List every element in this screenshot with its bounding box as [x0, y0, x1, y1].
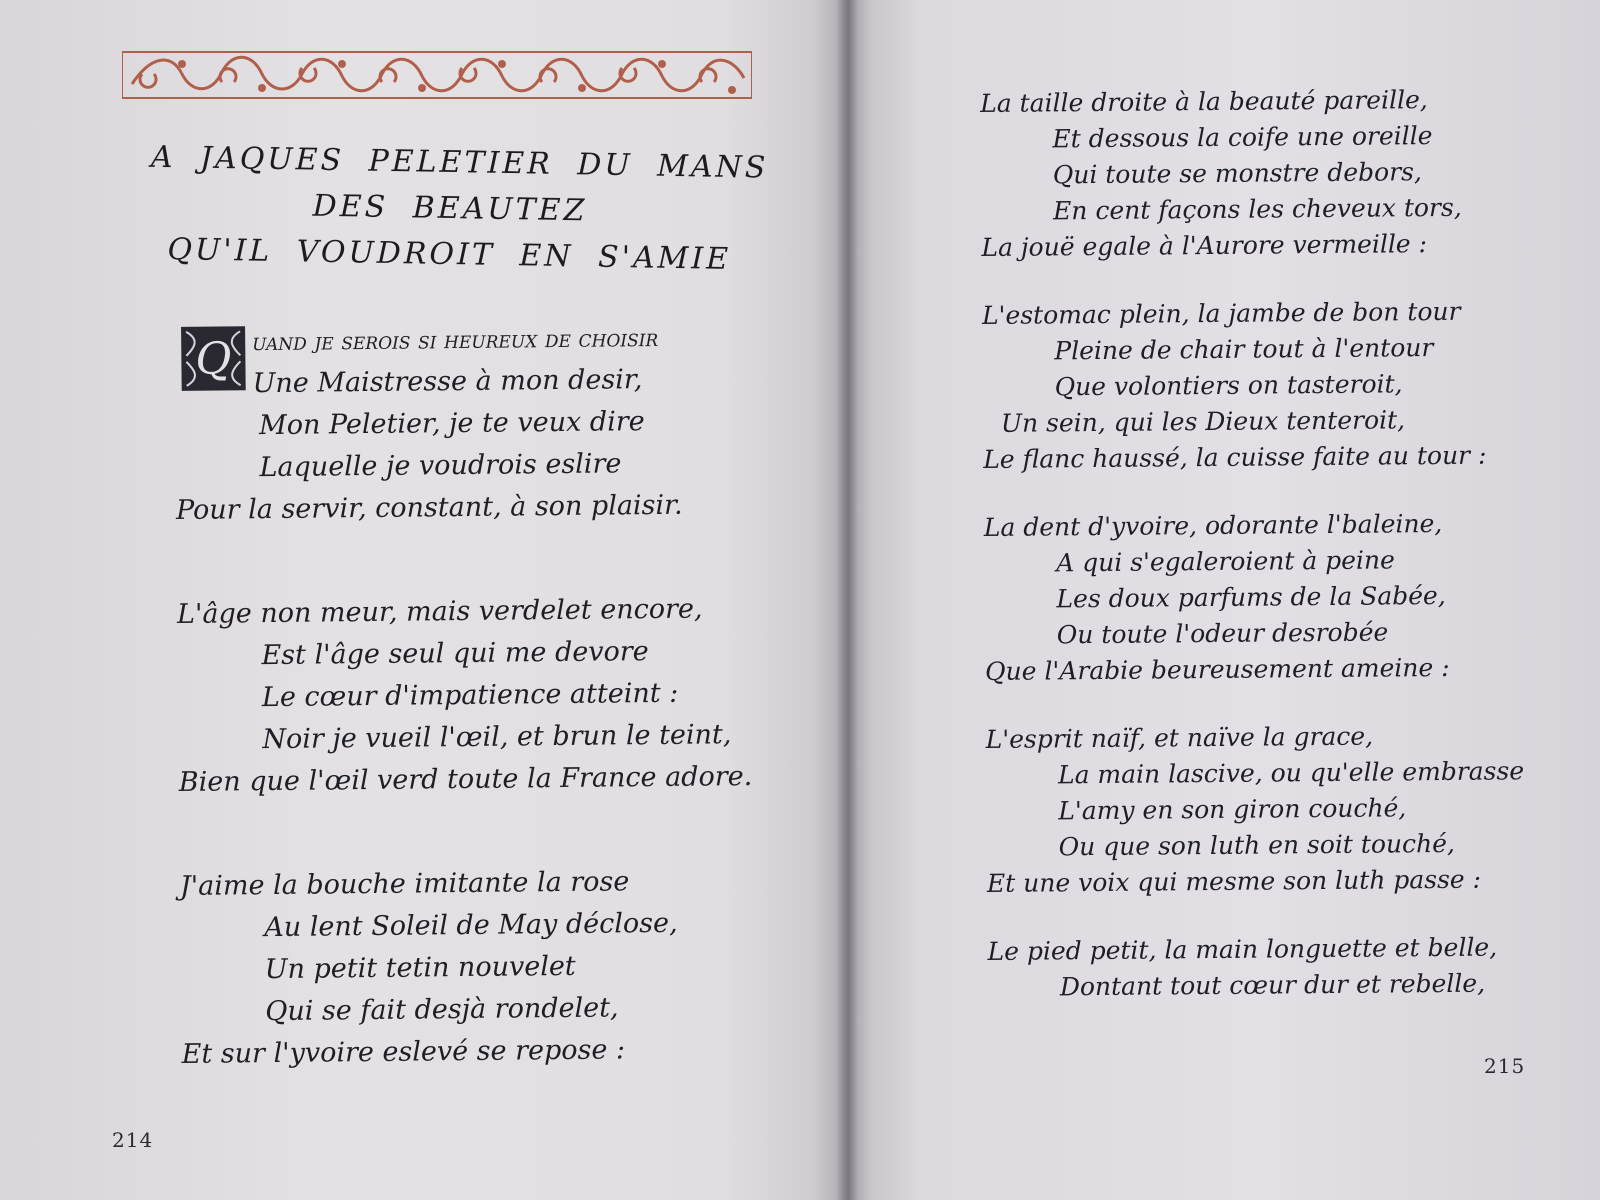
- poem-left-column: [174, 316, 756, 1138]
- poem-title: [149, 135, 769, 283]
- verse-line: Ou toute l'odeur desrobée: [1056, 617, 1389, 650]
- verse-line: Au lent Soleil de May déclose,: [264, 907, 678, 944]
- verse-line: Et sur l'yvoire eslevé se repose :: [181, 1034, 626, 1070]
- verse-line: La main lascive, ou qu'elle embrasse: [1057, 756, 1525, 790]
- verse-line: L'amy en son giron couché,: [1058, 793, 1407, 826]
- verse-line: Est l'âge seul qui me devore: [261, 636, 649, 672]
- stanza: [984, 505, 1524, 690]
- title-line: QU'IL VOUDROIT EN S'AMIE: [167, 232, 732, 277]
- verse-line: Une Maistresse à mon desir,: [252, 364, 643, 400]
- first-line-text: uand je serois si heureux de choisir: [252, 323, 659, 357]
- verse-line: Et une voix qui mesme son luth passe :: [986, 864, 1482, 898]
- verse-line: L'esprit naïf, et naïve la grace,: [985, 721, 1374, 754]
- stanza: [177, 588, 753, 804]
- verse-line: Le pied petit, la main longuette et belle,: [987, 932, 1498, 966]
- verse-line: En cent façons les cheveux tors,: [1052, 192, 1462, 226]
- stanza: [174, 316, 750, 532]
- stanza: [987, 929, 1526, 1006]
- verse-line: Pleine de chair tout à l'entour: [1054, 333, 1434, 366]
- verse-line: Que volontiers on tasteroit,: [1054, 369, 1403, 402]
- verse-line: Un sein, qui les Dieux tenteroit,: [1000, 405, 1406, 438]
- stanza: [986, 717, 1526, 902]
- verse-line: Les doux parfums de la Sabée,: [1056, 580, 1446, 614]
- stanza: [180, 860, 756, 1076]
- dropcap-ornament-icon: [180, 325, 247, 392]
- verse-line: Que l'Arabie beureusement ameine :: [984, 652, 1450, 686]
- verse-line: Pour la servir, constant, à son plaisir.: [175, 489, 683, 526]
- verse-line: Qui se fait desjà rondelet,: [265, 992, 619, 1028]
- verse-line: Et dessous la coife une oreille: [1052, 121, 1433, 154]
- verse-line: Un petit tetin nouvelet: [264, 950, 576, 986]
- floral-ornament-banner: [122, 44, 752, 112]
- title-line: A JAQUES PELETIER DU MANS: [150, 139, 769, 186]
- poem-right-column: [980, 81, 1526, 1038]
- verse-line: Dontant tout cœur dur et rebelle,: [1059, 968, 1486, 1002]
- verse-line: Ou que son luth en soit touché,: [1058, 828, 1456, 862]
- book-gutter: [836, 0, 858, 1200]
- stanza: [982, 293, 1522, 478]
- verse-line: Qui toute se monstre debors,: [1052, 157, 1423, 190]
- verse-line: La taille droite à la beauté pareille,: [980, 85, 1428, 118]
- svg-text:Q: Q: [195, 333, 232, 385]
- verse-line: Noir je vueil l'œil, et brun le teint,: [262, 719, 732, 756]
- title-line: DES BEAUTEZ: [312, 188, 588, 229]
- verse-line: L'estomac plein, la jambe de bon tour: [981, 296, 1461, 330]
- verse-line: La dent d'yvoire, odorante l'baleine,: [983, 508, 1443, 542]
- verse-line: Le flanc haussé, la cuisse faite au tour :: [983, 440, 1487, 474]
- verse-line: J'aime la bouche imitante la rose: [179, 866, 630, 902]
- page-number-right: 215: [1484, 1054, 1526, 1078]
- page-number-left: 214: [112, 1128, 154, 1152]
- verse-line: La jouë egale à l'Aurore vermeille :: [981, 229, 1428, 262]
- stanza: [980, 81, 1520, 266]
- verse-line: Laquelle je voudrois eslire: [259, 448, 622, 484]
- verse-line: L'âge non meur, mais verdelet encore,: [176, 593, 703, 630]
- verse-line: A qui s'egaleroient à peine: [1056, 545, 1395, 578]
- verse-line: Mon Peletier, je te veux dire: [258, 406, 645, 442]
- illuminated-dropcap: [180, 325, 247, 392]
- verse-line: Le cœur d'impatience atteint :: [261, 677, 679, 714]
- verse-line: Bien que l'œil verd toute la France adore.: [178, 760, 753, 798]
